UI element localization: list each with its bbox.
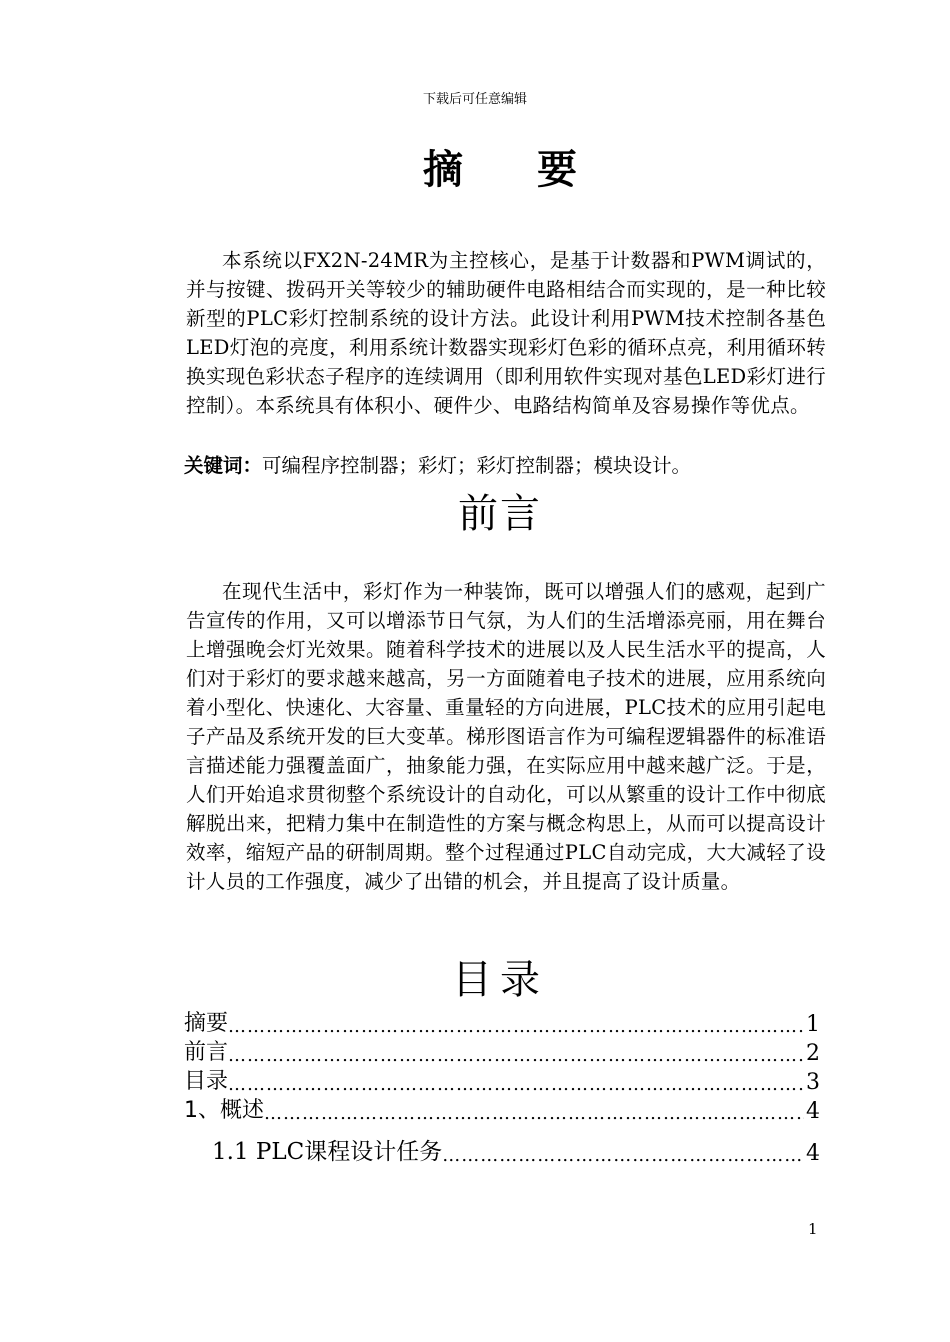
toc-leader-dots (264, 1103, 804, 1124)
toc-entry-label: 1.1 PLC课程设计任务 (212, 1139, 443, 1165)
preface-body: 在现代生活中，彩灯作为一种装饰，既可以增强人们的感观，起到广告宣传的作用，又可以增添节日气氛，为人们的生活增添亮丽，用在舞台上增强晚会灯光效果。随着科学技术的进展以及人民生活水平的提高，人们对于彩灯的要求越来越高，另一方面随着电子技术的进展，应用系统向着小型化、快速化、大容量、重量轻的方向进展，PLC技术的应用引起电子产品及系统开发的巨大变革。梯形图语言作为可编程逻辑器件的标准语言描述能力强覆盖面广，抽象能力强，在实际应用中越来越广泛。于是，人们开始追求贯彻整个系统设计的自动化，可以从繁重的设计工作中彻底解脱出来，把精力集中在制造性的方案与概念构思上，从而可以提高设计效率，缩短产品的研制周期。整个过程通过PLC自动完成，大大减轻了设计人员的工作强度，减少了出错的机会，并且提高了设计质量。 (186, 580, 826, 893)
toc-entry-overview[interactable] (184, 1095, 820, 1124)
header-note: 下载后可任意编辑 (422, 92, 527, 107)
abstract-title: 摘 要 (423, 147, 607, 193)
toc-entry-plc-task[interactable] (184, 1132, 820, 1166)
toc-leader-dots (228, 1045, 804, 1066)
toc-entry-page: 1 (806, 1012, 820, 1037)
keywords-text: 可编程序控制器；彩灯；彩灯控制器；模块设计。 (262, 454, 692, 477)
toc-title: 目录 (452, 957, 548, 1003)
toc-entry-page: 4 (806, 1099, 820, 1124)
toc-entry-label: 前言 (184, 1040, 229, 1065)
toc-leader-dots (228, 1016, 804, 1037)
toc-entry-preface[interactable] (184, 1037, 820, 1066)
toc-entry-page: 3 (806, 1070, 820, 1095)
toc-entry-label: 1、概述 (184, 1098, 264, 1123)
keywords-label: 关键词： (184, 454, 263, 477)
abstract-body: 本系统以FX2N-24MR为主控核心，是基于计数器和PWM调试的，并与按键、拨码开关等较少的辅助硬件电路相结合而实现的，是一种比较新型的PLC彩灯控制系统的设计方法。此设计利用PWM技术控制各基色LED灯泡的亮度，利用系统计数器实现彩灯色彩的循环点亮，利用循环转换实现色彩状态子程序的连续调用（即利用软件实现对基色LED彩灯进行控制）。本系统具有体积小、硬件少、电路结构简单及容易操作等优点。 (186, 249, 826, 417)
preface-title: 前言 (458, 491, 542, 537)
table-of-contents (184, 1008, 820, 1166)
toc-leader-dots (442, 1145, 804, 1166)
toc-entry-abstract[interactable] (184, 1008, 820, 1037)
toc-leader-dots (228, 1074, 804, 1095)
toc-entry-label: 摘要 (184, 1011, 229, 1036)
toc-entry-label: 目录 (184, 1069, 229, 1094)
toc-entry-page: 2 (806, 1041, 820, 1066)
page-number: 1 (808, 1220, 818, 1238)
toc-entry-page: 4 (806, 1141, 820, 1166)
keywords-line (184, 451, 691, 480)
toc-entry-contents[interactable] (184, 1066, 820, 1095)
